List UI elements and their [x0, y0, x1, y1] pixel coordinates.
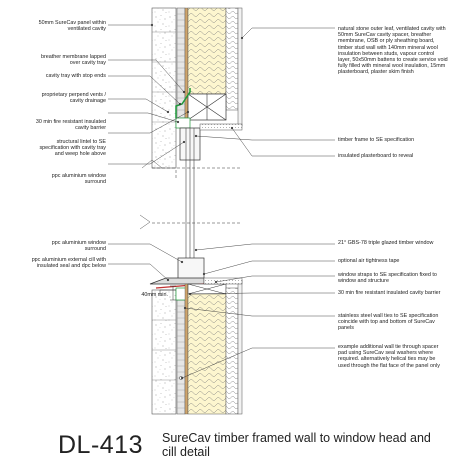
label-cill-cavity-barrier: 30 min fire resistant insulated cavity barrier	[338, 290, 441, 296]
label-wall-buildup: natural stone outer leaf, ventilated cavity with 50mm SureCav cavity spacer, breather membrane, OSB or ply sheathing board, timber stud wall with 140mm mineral wool insulation between studs, vapour control layer, 50x50mm battens to create service void fully filled with mineral wool insulation, 15mm plasterboard, plaster skim finish	[338, 26, 448, 76]
head-sheathing	[185, 8, 188, 128]
cill-sheathing	[185, 284, 188, 414]
label-head-cavity-barrier: 30 min fire resistant insulated cavity barrier	[35, 119, 106, 132]
label-air-tightness-tape: optional air tightness tape	[338, 258, 400, 264]
label-structural-lintel: structural lintel to SE specification with cavity tray and weep hole above	[39, 139, 106, 158]
cill-plasterboard	[238, 280, 242, 414]
label-timber-frame: timber frame to SE specification	[338, 137, 415, 143]
head-reveal-board	[200, 124, 242, 130]
label-surecav-panel: 50mm SureCav panel within ventilated cavity	[38, 20, 106, 33]
cill-service-void	[226, 288, 238, 414]
label-wall-ties: stainless steel wall ties to SE specification coincide with top and bottom of SureCav panels	[338, 313, 439, 332]
label-window-straps: window straps to SE specification fixed to window and structure	[338, 272, 437, 285]
drawing-description: SureCav timber framed wall to window head and cill detail	[162, 431, 431, 459]
head-service-void	[226, 8, 238, 110]
cill-detail	[140, 200, 242, 414]
head-insulation	[188, 8, 226, 94]
head-lintel	[188, 94, 226, 120]
label-triple-glazed-window: 21° GBS-78 triple glazed timber window	[338, 240, 434, 246]
cill-stone-leaf	[152, 290, 176, 414]
label-additional-wall-tie: example additional wall tie through spacer pad using SureCav seal washers where required. alternatively helical ties may be used through the flat face of the panel only	[338, 344, 440, 369]
label-external-cill: ppc aluminium external cill with insulated seal and dpc below	[31, 257, 106, 270]
label-cavity-tray: cavity tray with stop ends	[45, 73, 106, 79]
cill-sill	[150, 278, 204, 284]
label-insulated-plasterboard: insulated plasterboard to reveal	[338, 153, 414, 159]
cill-surecav-panel	[177, 300, 185, 414]
label-head-window-surround: ppc aluminium window surround	[51, 173, 106, 186]
head-detail	[142, 8, 242, 200]
drawing-code: DL-413	[58, 431, 143, 459]
label-breather-membrane: breather membrane lapped over cavity tray	[40, 54, 106, 67]
head-plasterboard	[238, 8, 242, 126]
label-perpend-vents: proprietary perpend vents / cavity drainage	[41, 92, 106, 105]
label-40mm-min: 40mm min.	[141, 292, 168, 298]
label-cill-window-surround: ppc aluminium window surround	[51, 240, 106, 253]
